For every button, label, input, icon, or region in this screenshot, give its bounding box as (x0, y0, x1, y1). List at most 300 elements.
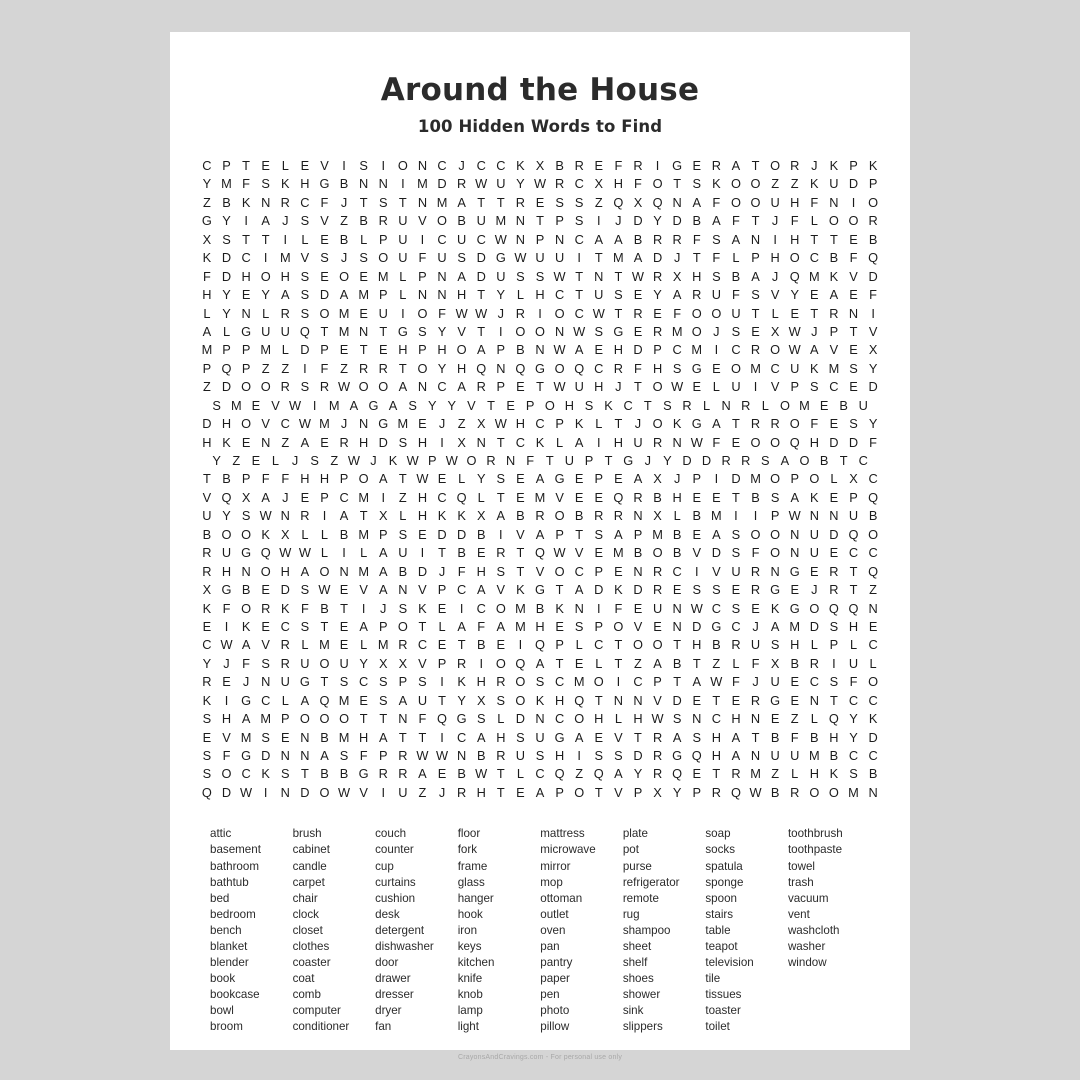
grid-letter: G (554, 471, 565, 487)
grid-letter: G (241, 545, 252, 561)
word-list-item[interactable]: bathtub (210, 875, 249, 889)
word-list-item[interactable]: fan (375, 1020, 392, 1034)
word-list-item[interactable]: comb (292, 988, 321, 1002)
word-list-item[interactable]: blender (210, 956, 249, 970)
grid-letter: I (420, 231, 425, 247)
word-list-item[interactable]: television (705, 956, 754, 970)
grid-letter: O (613, 618, 624, 634)
grid-letter: F (712, 250, 721, 266)
word-list-item[interactable]: pantry (540, 956, 573, 970)
word-list-item[interactable]: carpet (292, 875, 325, 889)
grid-letter: N (594, 268, 604, 284)
grid-letter: T (673, 674, 682, 690)
word-list-column (788, 826, 870, 1035)
word-list-item[interactable]: bathroom (210, 859, 259, 873)
grid-letter: L (320, 545, 329, 561)
grid-letter: U (496, 268, 506, 284)
word-list-item[interactable]: dresser (375, 988, 414, 1002)
grid-letter: F (732, 674, 740, 690)
word-list-item[interactable]: couch (375, 827, 407, 841)
word-list-item[interactable]: shoes (622, 972, 654, 986)
grid-letter: F (320, 360, 329, 376)
grid-letter: C (848, 545, 859, 561)
grid-letter: I (440, 729, 444, 745)
grid-letter: R (652, 323, 663, 339)
grid-letter: P (202, 360, 212, 376)
word-list-item[interactable]: socks (705, 843, 736, 857)
word-list-item[interactable]: mirror (540, 859, 571, 873)
grid-letter: S (516, 268, 525, 284)
grid-letter: S (241, 508, 251, 524)
grid-letter: B (339, 766, 349, 782)
grid-letter: E (829, 545, 839, 561)
grid-letter: R (672, 231, 682, 247)
grid-letter: U (731, 379, 741, 395)
word-list-item[interactable]: computer (292, 1004, 341, 1018)
grid-letter: M (417, 176, 428, 192)
grid-letter: S (594, 323, 604, 339)
word-list-item[interactable]: slippers (622, 1020, 663, 1034)
grid-letter: A (535, 784, 545, 800)
grid-letter: M (495, 213, 507, 229)
grid-letter: E (300, 158, 310, 173)
grid-letter: R (750, 692, 761, 708)
grid-letter: S (712, 582, 721, 598)
grid-letter: T (477, 194, 486, 210)
grid-letter: S (261, 729, 270, 745)
grid-row (197, 507, 883, 525)
word-list-item[interactable]: soap (705, 827, 731, 841)
grid-letter: R (476, 379, 486, 395)
grid-letter: E (202, 729, 212, 745)
word-list-item[interactable]: bed (210, 891, 230, 905)
grid-letter: R (457, 655, 467, 671)
grid-letter: G (397, 323, 408, 339)
grid-letter: G (535, 582, 545, 598)
grid-letter: N (496, 360, 506, 376)
grid-letter: N (633, 692, 643, 708)
word-list-item[interactable]: bookcase (210, 988, 260, 1002)
grid-letter: F (869, 434, 877, 450)
grid-letter: W (671, 379, 684, 395)
word-list-item[interactable]: brush (292, 827, 322, 841)
grid-letter: Y (222, 287, 231, 303)
word-list-item[interactable]: frame (457, 859, 488, 873)
word-list-item[interactable]: cabinet (292, 843, 330, 857)
word-list-item[interactable]: vent (787, 907, 810, 921)
grid-letter: C (417, 637, 428, 653)
word-list-item[interactable]: hanger (457, 891, 494, 905)
grid-letter: E (614, 471, 623, 487)
grid-letter: Z (457, 416, 466, 432)
grid-letter: T (496, 766, 505, 782)
grid-letter: N (829, 508, 839, 524)
grid-letter: L (732, 250, 740, 266)
word-list-item[interactable]: toothbrush (787, 827, 843, 841)
grid-row (197, 600, 883, 618)
word-list-item[interactable]: spoon (705, 891, 737, 905)
grid-letter: N (505, 453, 516, 468)
word-list-item[interactable]: shelf (622, 956, 648, 970)
word-list-item[interactable]: sponge (705, 875, 744, 889)
grid-letter: A (810, 342, 819, 358)
word-list-item[interactable]: trash (787, 875, 814, 889)
grid-letter: O (809, 600, 820, 616)
grid-letter: A (241, 711, 251, 727)
word-list-item[interactable]: hook (457, 907, 483, 921)
grid-letter: G (770, 692, 781, 708)
grid-letter: I (871, 305, 875, 321)
grid-letter: A (731, 231, 741, 247)
word-list-item[interactable]: keys (457, 939, 482, 953)
word-list-column (210, 826, 292, 1035)
grid-letter: P (692, 471, 702, 487)
grid-letter: Q (848, 526, 859, 542)
grid-letter: Z (790, 711, 799, 727)
grid-letter: E (506, 397, 515, 413)
grid-letter: O (378, 379, 389, 395)
word-list-item[interactable]: shower (622, 988, 661, 1002)
grid-letter: T (575, 268, 584, 284)
grid-letter: I (263, 250, 268, 266)
grid-letter: T (300, 766, 309, 782)
grid-letter: Q (574, 692, 585, 708)
grid-letter: L (849, 637, 858, 653)
word-list-item[interactable]: chair (292, 891, 318, 905)
grid-letter: N (672, 618, 682, 634)
grid-letter: B (516, 342, 525, 358)
word-list-item[interactable]: blanket (210, 939, 248, 953)
grid-letter: A (712, 416, 721, 432)
grid-letter: E (261, 582, 270, 598)
grid-letter: O (417, 305, 428, 321)
grid-letter: T (438, 692, 446, 708)
word-list-item[interactable]: vacuum (787, 891, 829, 905)
grid-letter: W (279, 545, 292, 561)
grid-letter: A (398, 692, 408, 708)
grid-letter: O (397, 618, 408, 634)
grid-letter: R (398, 748, 408, 763)
word-list-item[interactable]: pot (622, 843, 639, 857)
grid-row (207, 397, 873, 415)
word-list-item[interactable]: curtains (375, 875, 416, 889)
grid-letter: A (476, 582, 486, 598)
word-list-item[interactable]: coaster (292, 956, 331, 970)
grid-letter: D (829, 434, 839, 450)
grid-letter: C (496, 158, 506, 173)
word-list-item[interactable]: ottoman (540, 891, 583, 905)
grid-letter: F (438, 305, 446, 321)
grid-row (197, 249, 883, 267)
word-list-item[interactable]: drawer (375, 972, 411, 986)
grid-letter: R (652, 268, 663, 284)
grid-letter: A (672, 287, 682, 303)
grid-letter: J (713, 323, 720, 339)
grid-letter: E (594, 158, 604, 173)
grid-letter: R (829, 305, 839, 321)
grid-letter: R (633, 489, 643, 505)
grid-letter: A (614, 766, 623, 782)
grid-letter: S (398, 434, 408, 450)
word-list-item[interactable]: cushion (375, 891, 416, 905)
grid-letter: H (848, 618, 859, 634)
word-list-item[interactable]: pan (540, 939, 560, 953)
grid-letter: F (869, 287, 877, 303)
word-list-item[interactable]: bench (210, 923, 242, 937)
grid-letter: L (477, 489, 485, 505)
grid-letter: L (281, 692, 289, 708)
grid-letter: H (770, 250, 780, 266)
word-list-item[interactable]: candle (292, 859, 327, 873)
grid-letter: F (732, 213, 740, 229)
word-list-item[interactable]: attic (210, 827, 232, 841)
grid-letter: C (437, 231, 447, 247)
grid-letter: E (300, 489, 310, 505)
grid-letter: D (711, 545, 721, 561)
word-list-item[interactable]: plate (622, 827, 648, 841)
grid-letter: M (613, 545, 624, 561)
grid-letter: N (300, 729, 310, 745)
grid-letter: T (614, 416, 623, 432)
grid-letter: N (750, 231, 761, 247)
grid-letter: L (761, 397, 769, 413)
grid-letter: A (378, 563, 388, 579)
word-list-item[interactable]: door (375, 956, 399, 970)
grid-letter: S (300, 379, 310, 395)
word-list-item[interactable]: rug (622, 907, 640, 921)
grid-letter: S (398, 526, 408, 542)
grid-letter: I (499, 526, 503, 542)
grid-letter: E (378, 342, 388, 358)
grid-letter: B (457, 766, 466, 782)
grid-letter: C (554, 287, 565, 303)
grid-letter: B (241, 582, 251, 598)
grid-letter: T (359, 342, 368, 358)
grid-letter: V (320, 158, 329, 173)
grid-letter: M (808, 268, 820, 284)
word-list-item[interactable]: kitchen (457, 956, 495, 970)
word-list-item[interactable]: window (787, 956, 827, 970)
grid-letter: O (515, 674, 526, 690)
grid-letter: O (319, 563, 330, 579)
word-list-item[interactable]: knife (457, 972, 483, 986)
grid-letter: N (554, 323, 565, 339)
grid-letter: A (300, 692, 310, 708)
grid-letter: J (615, 213, 622, 229)
grid-letter: Q (515, 655, 526, 671)
grid-letter: F (359, 748, 368, 763)
word-list-item[interactable]: fork (457, 843, 478, 857)
word-list-item[interactable]: spatula (705, 859, 743, 873)
grid-letter: W (553, 342, 566, 358)
word-list-item[interactable]: table (705, 923, 731, 937)
word-list-item[interactable]: teapot (705, 939, 738, 953)
page-subtitle: 100 Hidden Words to Find (417, 117, 663, 136)
grid-letter: W (553, 545, 566, 561)
grid-letter: W (494, 231, 507, 247)
word-list-item[interactable]: cup (375, 859, 394, 873)
grid-letter: L (516, 287, 524, 303)
grid-letter: A (535, 471, 545, 487)
grid-letter: T (202, 471, 211, 487)
grid-letter: Y (222, 305, 231, 321)
grid-letter: U (398, 250, 408, 266)
grid-letter: R (829, 563, 839, 579)
word-list-item[interactable]: paper (540, 972, 570, 986)
grid-letter: K (555, 600, 564, 616)
word-list-item[interactable]: remote (622, 891, 659, 905)
word-list-item[interactable]: desk (375, 907, 400, 921)
word-list-item[interactable]: clothes (292, 939, 330, 953)
grid-letter: K (202, 600, 212, 616)
word-list-item[interactable]: pen (540, 988, 560, 1002)
grid-letter: N (359, 323, 369, 339)
grid-letter: J (282, 213, 289, 229)
grid-letter: X (770, 655, 780, 671)
word-list-item[interactable]: towel (787, 859, 816, 873)
grid-letter: T (379, 711, 388, 727)
grid-letter: I (440, 434, 444, 450)
grid-letter: P (692, 784, 702, 800)
grid-letter: V (202, 489, 212, 505)
word-list-item[interactable]: toaster (705, 1004, 741, 1018)
word-list-item[interactable]: tissues (705, 988, 742, 1002)
word-list-item[interactable]: purse (622, 859, 652, 873)
grid-letter: N (515, 213, 526, 229)
word-list-item[interactable]: coat (292, 972, 315, 986)
grid-letter: S (849, 360, 858, 376)
grid-letter: Y (359, 655, 368, 671)
grid-letter: E (731, 434, 741, 450)
grid-letter: G (201, 213, 212, 229)
grid-letter: M (201, 342, 213, 358)
word-list-item[interactable]: sheet (622, 939, 652, 953)
word-list-item[interactable]: dishwasher (375, 939, 434, 953)
grid-letter: Z (281, 360, 290, 376)
grid-letter: E (712, 360, 721, 376)
grid-letter: T (614, 637, 623, 653)
word-list-item[interactable]: oven (540, 923, 566, 937)
grid-letter: O (221, 766, 232, 782)
grid-letter: W (494, 416, 507, 432)
grid-letter: S (300, 213, 310, 229)
grid-letter: P (378, 526, 388, 542)
grid-letter: B (829, 250, 839, 266)
grid-letter: S (281, 766, 290, 782)
word-list-item[interactable]: knob (457, 988, 483, 1002)
word-list-item[interactable]: conditioner (292, 1020, 350, 1034)
grid-letter: L (360, 637, 368, 653)
word-list-item[interactable]: counter (375, 843, 414, 857)
grid-letter: S (378, 674, 388, 690)
grid-letter: R (633, 305, 643, 321)
grid-letter: K (388, 453, 398, 468)
grid-letter: S (418, 674, 427, 690)
grid-letter: T (555, 655, 564, 671)
grid-letter: T (242, 158, 250, 173)
word-list-item[interactable]: sink (622, 1004, 644, 1018)
word-list-item[interactable]: bowl (210, 1004, 234, 1018)
word-list-item[interactable]: mop (540, 875, 563, 889)
grid-letter: F (751, 545, 760, 561)
grid-letter: T (634, 729, 642, 745)
grid-letter: U (750, 637, 761, 653)
word-list-item[interactable]: floor (457, 827, 481, 841)
grid-letter: H (476, 674, 486, 690)
grid-letter: V (633, 618, 643, 634)
grid-letter: A (770, 618, 780, 634)
word-list-item[interactable]: pillow (540, 1020, 570, 1034)
grid-letter: S (672, 711, 682, 727)
word-list-item[interactable]: washcloth (787, 923, 840, 937)
grid-row (197, 655, 883, 673)
word-list-item[interactable]: shampoo (622, 923, 671, 937)
grid-letter: O (632, 637, 643, 653)
grid-letter: D (300, 342, 310, 358)
word-list-item[interactable]: detergent (375, 923, 425, 937)
grid-letter: B (633, 231, 643, 247)
word-list-item[interactable]: bedroom (210, 907, 256, 921)
grid-letter: E (790, 692, 799, 708)
grid-letter: L (869, 655, 877, 671)
grid-letter: T (340, 600, 348, 616)
word-list-item[interactable]: toothpaste (787, 843, 843, 857)
grid-letter: R (319, 379, 330, 395)
grid-letter: X (868, 342, 878, 358)
word-list-item[interactable]: photo (540, 1004, 570, 1018)
word-list-item[interactable]: light (457, 1020, 479, 1034)
grid-letter: J (771, 268, 779, 284)
grid-letter: W (298, 416, 311, 432)
grid-letter: N (476, 434, 486, 450)
grid-letter: O (750, 176, 761, 192)
word-list-item[interactable]: broom (210, 1020, 243, 1034)
grid-letter: T (849, 582, 858, 598)
grid-letter: S (829, 618, 839, 634)
grid-letter: O (574, 711, 585, 727)
grid-row (197, 765, 883, 783)
word-list-item[interactable]: toilet (705, 1020, 730, 1034)
word-list-item[interactable]: closet (292, 923, 323, 937)
word-list-item[interactable]: lamp (457, 1004, 483, 1018)
word-list-item[interactable]: microwave (540, 843, 596, 857)
word-list-item[interactable]: mattress (540, 827, 585, 841)
word-list-item[interactable]: outlet (540, 907, 569, 921)
grid-letter: W (338, 379, 351, 395)
grid-letter: E (222, 674, 231, 690)
word-list-item[interactable]: glass (457, 875, 485, 889)
grid-letter: E (692, 489, 702, 505)
grid-letter: R (261, 600, 271, 616)
grid-letter: C (672, 563, 682, 579)
word-list-item[interactable]: refrigerator (622, 875, 680, 889)
grid-letter: P (418, 342, 427, 358)
word-list-item[interactable]: stairs (705, 907, 734, 921)
grid-letter: I (655, 158, 660, 173)
grid-letter: T (829, 692, 838, 708)
word-list-item[interactable]: washer (787, 939, 826, 953)
word-list-item[interactable]: clock (292, 907, 319, 921)
grid-letter: P (437, 582, 447, 598)
word-list-item[interactable]: iron (457, 923, 478, 937)
word-list-item[interactable]: book (210, 972, 236, 986)
word-list-item[interactable]: basement (210, 843, 261, 857)
grid-letter: E (819, 397, 829, 413)
word-list-item[interactable]: tile (705, 972, 721, 986)
grid-letter: M (358, 287, 369, 303)
grid-letter: F (320, 194, 329, 210)
word-list-item[interactable]: dryer (375, 1004, 402, 1018)
